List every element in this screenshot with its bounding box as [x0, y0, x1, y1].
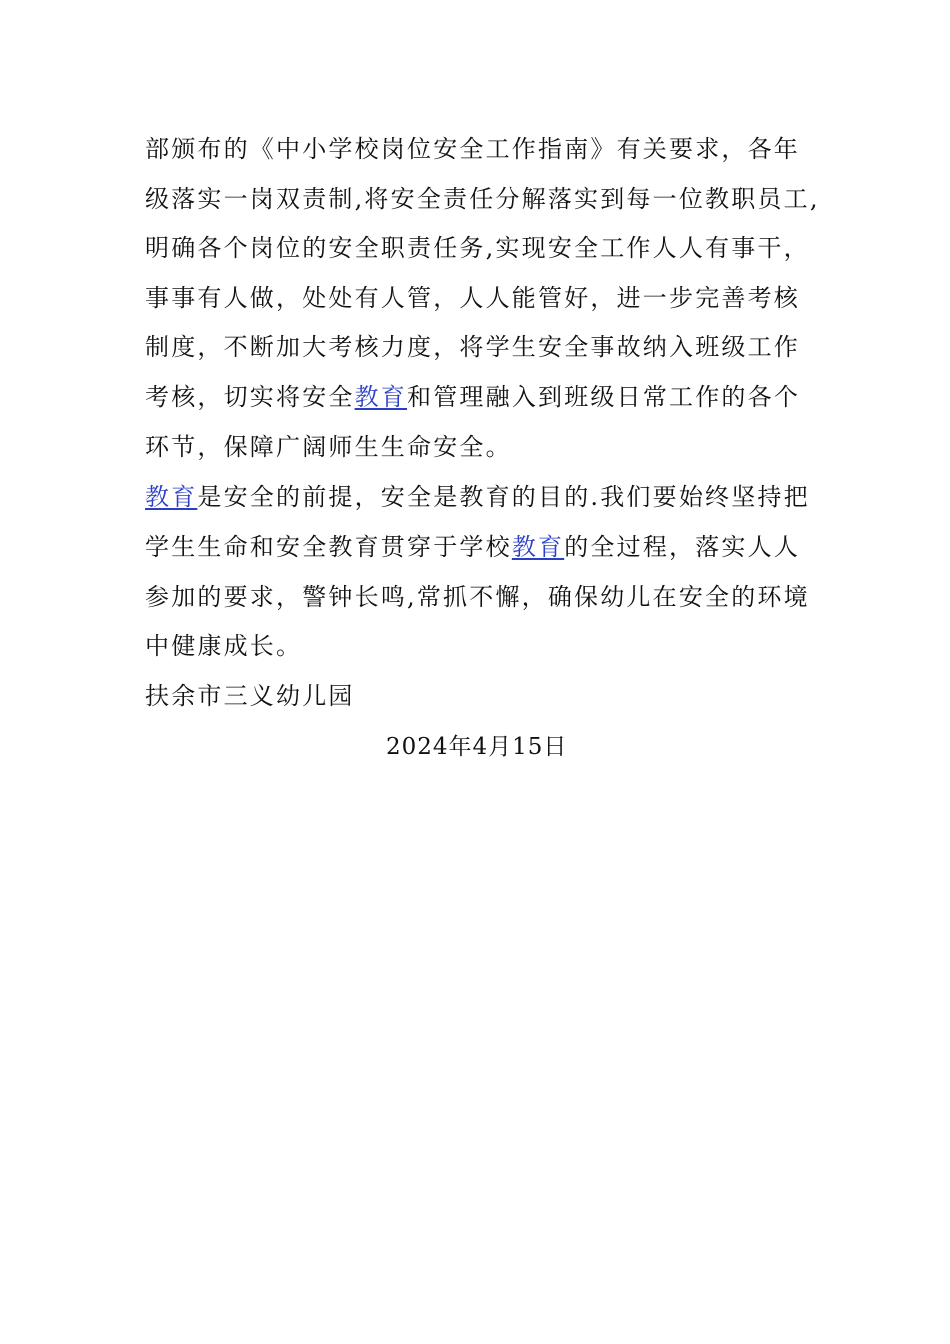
paragraph-line: 环节，保障广阔师生生命安全。 — [145, 433, 512, 461]
text-segment: 考核，切实将安全 — [145, 383, 355, 411]
text-segment: 和管理融入到班级日常工作的各个 — [407, 383, 801, 411]
paragraph-line: 事事有人做，处处有人管，人人能管好，进一步完善考核 — [145, 284, 800, 312]
document-date: 2024年4月15日 — [386, 734, 568, 760]
text-segment: 的全过程，落实人人 — [564, 533, 801, 561]
paragraph-line — [145, 381, 800, 413]
education-link[interactable]: 教育 — [511, 533, 565, 561]
education-link[interactable]: 教育 — [145, 483, 198, 511]
paragraph-line — [145, 531, 800, 563]
paragraph-line: 明确各个岗位的安全职责任务,实现安全工作人人有事干， — [145, 234, 810, 262]
paragraph-line: 级落实一岗双责制,将安全责任分解落实到每一位教职员工, — [145, 185, 820, 213]
organization-name: 扶余市三义幼儿园 — [145, 682, 355, 710]
text-segment: 是安全的前提，安全是教育的目的.我们要始终坚持把 — [197, 483, 810, 511]
paragraph-line — [145, 481, 810, 513]
text-segment: 学生生命和安全教育贯穿于学校 — [145, 533, 512, 561]
paragraph-line: 制度，不断加大考核力度，将学生安全事故纳入班级工作 — [145, 333, 800, 361]
paragraph-line: 中健康成长。 — [145, 632, 303, 660]
paragraph-line: 部颁布的《中小学校岗位安全工作指南》有关要求，各年 — [145, 135, 800, 163]
paragraph-line: 参加的要求，警钟长鸣,常抓不懈，确保幼儿在安全的环境 — [145, 583, 810, 611]
education-link[interactable]: 教育 — [354, 383, 408, 411]
